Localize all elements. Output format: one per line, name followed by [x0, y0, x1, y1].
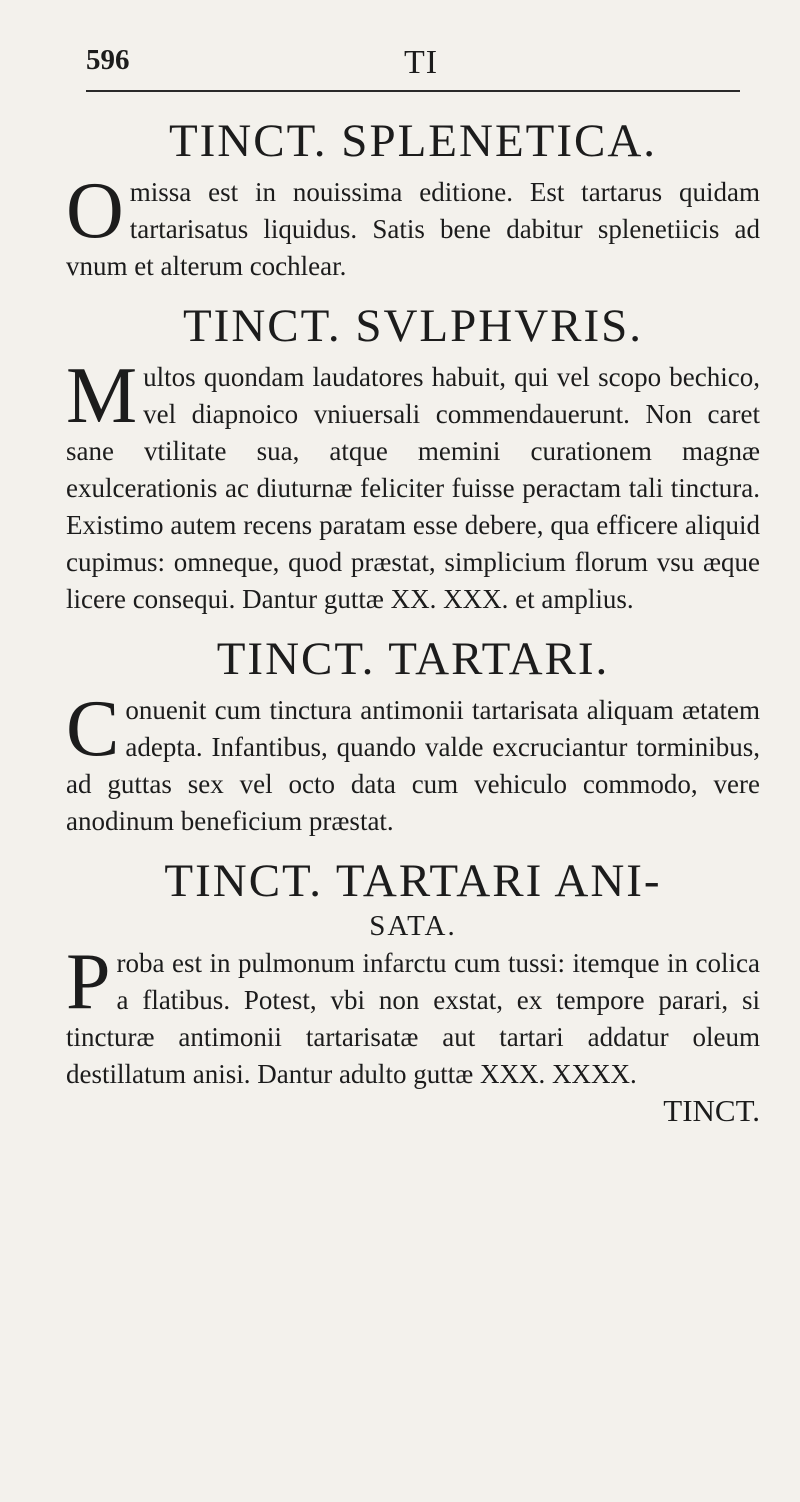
section-sulphuris — [66, 299, 760, 618]
section-title: TINCT. SPLENETICA. — [168, 115, 658, 167]
drop-cap: P — [66, 938, 111, 1027]
page-body — [66, 104, 760, 1129]
page-number: 596 — [86, 44, 130, 76]
paragraph-text: ultos quondam laudatores habuit, qui vel scopo bechico, vel diapnoico vniuersali commendauerunt. Non caret sane vtilitate sua, atque memini curationem magnæ exulcerationis ac diuturnæ feliciter fuisse peractam tali tinctura. Existimo autem recens paratam esse debere, qua efficere aliquid cupimus: omneque, quod præstat, simplicium florum vsu æque licere consequi. Dantur guttæ XX. XXX. et amplius. — [66, 362, 760, 615]
section-title: TINCT. TARTARI ANI- — [164, 855, 662, 908]
section-paragraph — [66, 167, 760, 285]
running-head: TI — [404, 44, 439, 81]
section-subtitle: SATA. — [369, 910, 457, 943]
section-paragraph — [66, 352, 760, 618]
paragraph-text: missa est in nouissima editione. Est tartarus quidam tartarisatus liquidus. Satis bene dabitur splenetiicis ad vnum et alterum cochlear. — [66, 177, 760, 282]
section-tartari-anisata — [66, 854, 760, 1093]
section-title: TINCT. TARTARI. — [216, 633, 610, 686]
section-paragraph — [66, 938, 760, 1093]
drop-cap: O — [66, 167, 124, 256]
section-paragraph — [66, 685, 760, 840]
section-splenetica — [66, 114, 760, 285]
paragraph-text: onuenit cum tinctura antimonii tartarisata aliquam ætatem adepta. Infantibus, quando valde excruciantur torminibus, ad guttas sex vel octo data cum vehiculo commodo, vere anodinum beneficium præstat. — [66, 695, 760, 837]
paragraph-text: roba est in pulmonum infarctu cum tussi: itemque in colica a flatibus. Potest, vbi non exstat, ex tempore parari, si tincturæ antimonii tartarisatæ aut tartari addatur oleum destillatum anisi. Dantur adulto guttæ XXX. XXXX. — [66, 948, 760, 1090]
drop-cap: C — [66, 685, 120, 774]
drop-cap: M — [66, 352, 138, 441]
page-header — [86, 44, 740, 92]
section-tartari — [66, 632, 760, 840]
catchword: TINCT. — [663, 1093, 760, 1129]
section-title: TINCT. SVLPHVRIS. — [182, 300, 644, 353]
